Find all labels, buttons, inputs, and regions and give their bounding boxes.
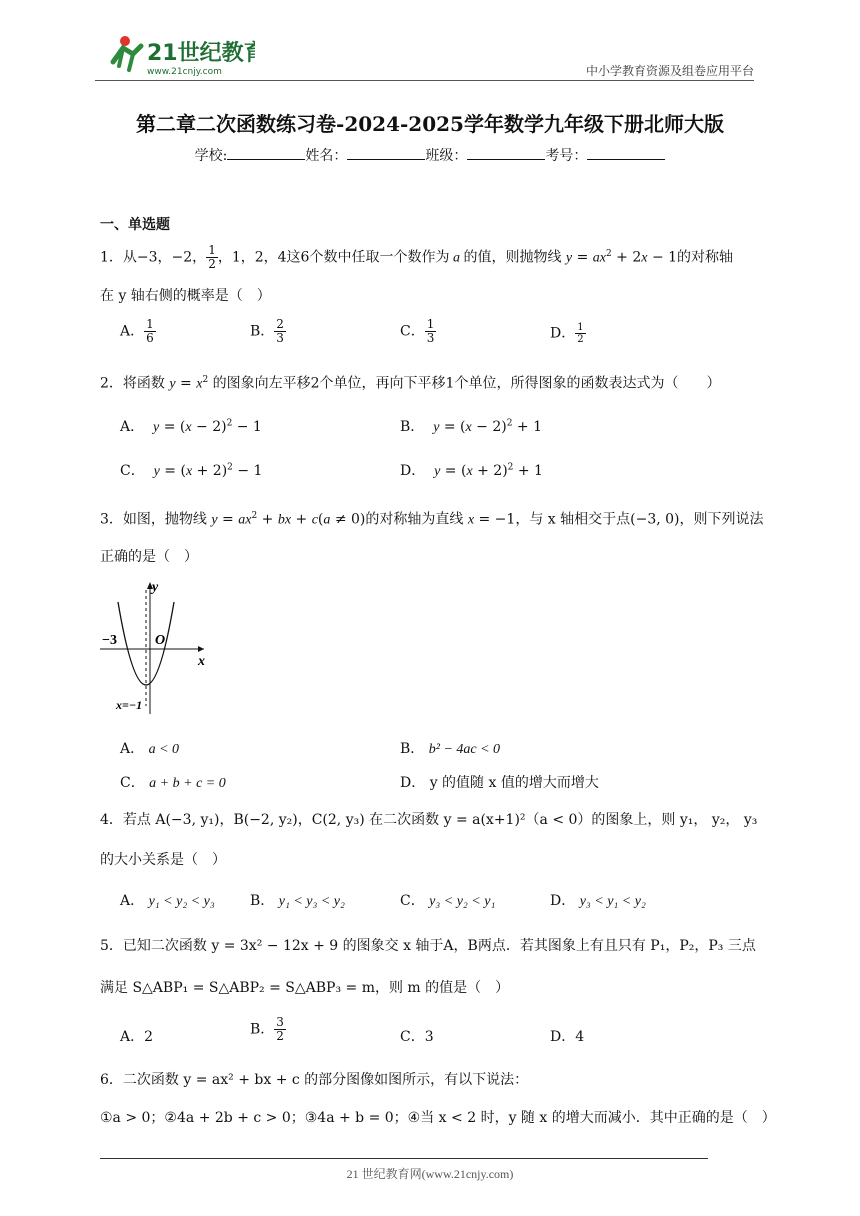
graph-origin-label: O (155, 633, 166, 648)
q1-option-c[interactable]: C． $\frac{1}{3}$ (400, 317, 435, 345)
q4-option-d[interactable]: D． y₃ < y₁ < y₂ (550, 893, 646, 909)
site-logo (95, 32, 255, 78)
q2-option-d[interactable]: D． $y = (x + 2)^2 + 1$ (400, 462, 543, 479)
question-1-line2: 在 y 轴右侧的概率是（ ） (100, 288, 271, 304)
q1-option-b[interactable]: B． $\frac{2}{3}$ (250, 317, 284, 345)
q3-option-b[interactable]: B． b² − 4ac < 0 (400, 741, 501, 757)
graph-axis-label: x=−1 (116, 698, 143, 712)
question-4-line2: 的大小关系是（ ） (100, 852, 226, 868)
exam-no-label: 考号： (545, 148, 588, 164)
question-5-line2: 满足 S△ABP₁ = S△ABP₂ = S△ABP₃ = m，则 m 的值是（ ） (100, 980, 510, 996)
q2-option-a[interactable]: A． $y = (x - 2)^2 - 1$ (120, 418, 262, 435)
question-1-line1: 1．从−3，−2， $\frac{1}{2}$ ，1，2，4这6个数中任取一个数作为 a 的值，则抛物线 $y = ax^2 + 2x - 1$的对称轴 (100, 243, 734, 272)
q1-option-d[interactable]: D． $\frac{1}{2}$ (550, 322, 584, 345)
footer-divider (100, 1158, 708, 1159)
question-5-line1: 5．已知二次函数 y = 3x² − 12x + 9 的图象交 x 轴于A，B两点．若其图象上有且只有 P₁，P₂，P₃ 三点 (100, 938, 756, 954)
section-heading: 一、单选题 (100, 217, 170, 233)
graph-y-label: y (152, 580, 159, 595)
header-platform-text: 中小学教育资源及组卷应用平台 (585, 64, 754, 78)
q4-option-a[interactable]: A． y₁ < y₂ < y₃ (120, 893, 215, 909)
q2-option-b[interactable]: B． $y = (x - 2)^2 + 1$ (400, 418, 543, 435)
q4-option-b[interactable]: B． y₁ < y₃ < y₂ (250, 893, 345, 909)
question-3-line2: 正确的是（ ） (100, 549, 198, 565)
question-3-line1: 3．如图，抛物线 $y = ax^2$ + bx + c(a ≠ 0)的对称轴为直线 x = −1，与 x 轴相交于点(−3, 0)，则下列说法 (100, 511, 764, 528)
graph-x-label: x (198, 654, 205, 669)
q5-option-d[interactable]: D．4 (550, 1029, 585, 1045)
question-6-line2: ①a > 0；②4a + 2b + c > 0；③4a + b = 0；④当 x < 2 时，y 随 x 的增大而减小．其中正确的是（ ） (100, 1110, 776, 1126)
question-4-line1: 4．若点 A(−3, y₁)，B(−2, y₂)，C(2, y₃) 在二次函数 y = a(x+1)²（a < 0）的图象上，则 y₁， y₂， y₃ (100, 812, 758, 828)
q5-option-a[interactable]: A．2 (120, 1029, 154, 1045)
q2-option-c[interactable]: C． $y = (x + 2)^2 - 1$ (120, 462, 263, 479)
q1-option-a[interactable]: A． $\frac{1}{6}$ (120, 317, 154, 345)
question-6-line1: 6．二次函数 y = ax² + bx + c 的部分图像如图所示，有以下说法： (100, 1072, 529, 1088)
student-info-line (0, 145, 860, 165)
footer-text: 21 世纪教育网(www.21cnjy.com) (346, 1167, 514, 1181)
svg-text:21世纪教育: 21世纪教育 (147, 41, 255, 66)
q3-parabola-graph (98, 578, 208, 718)
q3-option-a[interactable]: A． a < 0 (120, 741, 180, 757)
page-title: 第二章二次函数练习卷-2024-2025学年数学九年级下册北师大版 (136, 112, 724, 136)
school-blank[interactable] (227, 147, 305, 160)
school-label: 学校: (194, 148, 228, 164)
exam-no-blank[interactable] (587, 147, 665, 160)
class-label: 班级： (425, 148, 468, 164)
q4-option-c[interactable]: C． y₃ < y₂ < y₁ (400, 893, 496, 909)
graph-root-label: −3 (102, 633, 117, 648)
q3-option-c[interactable]: C． a + b + c = 0 (120, 775, 226, 791)
q5-option-c[interactable]: C．3 (400, 1029, 434, 1045)
q5-option-b[interactable]: B． $\frac{3}{2}$ (250, 1015, 284, 1043)
q1-inline-fraction: $\frac{1}{2}$ (208, 243, 216, 272)
name-label: 姓名： (305, 148, 348, 164)
svg-text:www.21cnjy.com: www.21cnjy.com (147, 67, 222, 77)
class-blank[interactable] (467, 147, 545, 160)
q3-option-d[interactable]: D． y 的值随 x 值的增大而增大 (400, 775, 599, 791)
question-2: 2．将函数 $y = x^2$ 的图象向左平移2个单位，再向下平移1个单位，所得图象的函数表达式为（ ） (100, 375, 721, 392)
header-divider (95, 80, 754, 81)
name-blank[interactable] (347, 147, 425, 160)
